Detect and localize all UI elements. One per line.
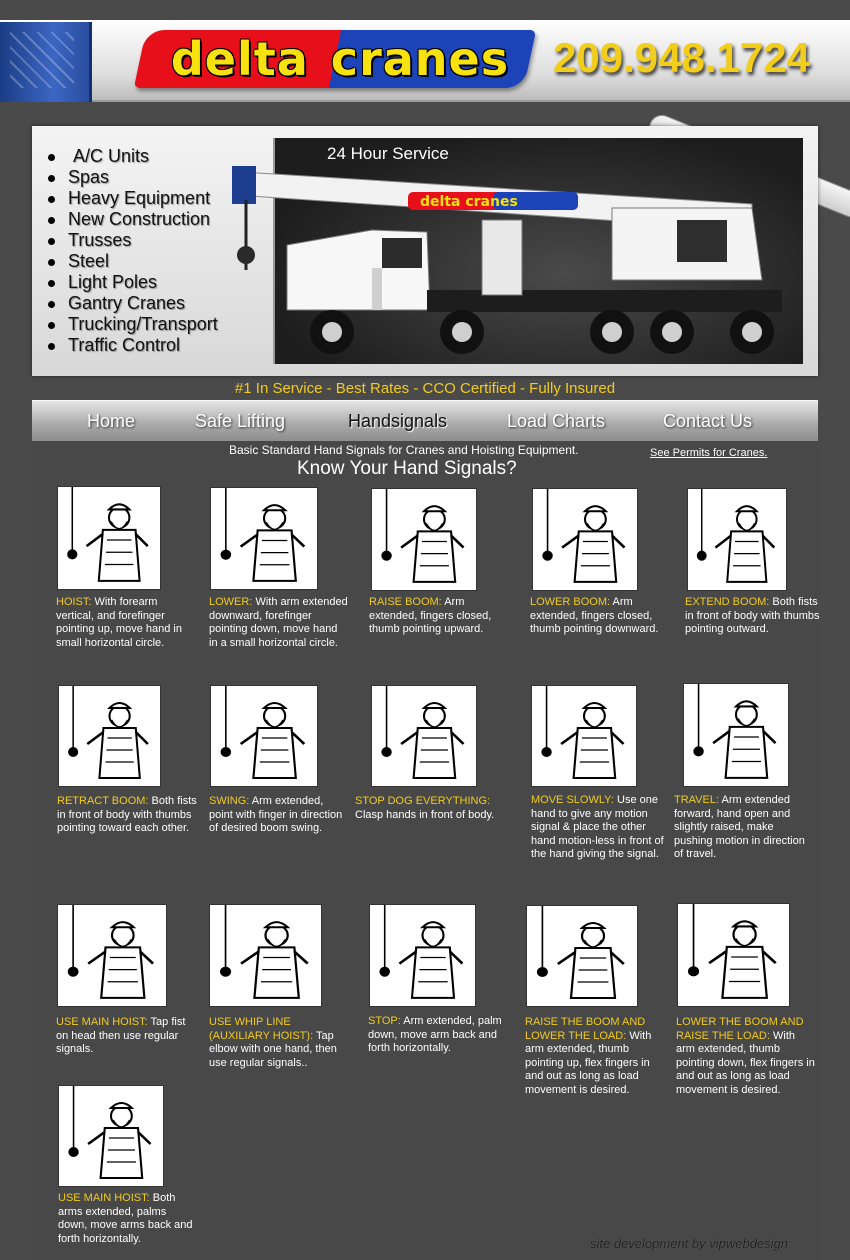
nav-item-handsignals[interactable]: Handsignals	[348, 411, 448, 431]
hand-signal-description	[209, 795, 349, 836]
hand-signal-text: Both arms extended, palms down, move arms back and forth horizontally.	[58, 1192, 193, 1245]
logo-text-cranes: cranes	[330, 32, 510, 86]
hand-signal-description	[674, 794, 814, 862]
hand-signal-description	[369, 596, 509, 637]
hand-signal-text: With arm extended, thumb pointing up, flex fingers in and out as long as load movement is desired.	[525, 1029, 652, 1096]
service-item: Traffic Control	[48, 335, 268, 356]
hand-signal-title: USE MAIN HOIST:	[58, 1192, 150, 1204]
hand-signal-description	[58, 1192, 198, 1246]
nav-item-home[interactable]: Home	[87, 411, 136, 431]
permits-link[interactable]: See Permits for Cranes.	[650, 447, 768, 459]
hand-signal-text: Tap elbow with one hand, then use regular signals..	[209, 1029, 337, 1069]
hand-signal-title: STOP:	[368, 1015, 401, 1027]
truck-wheels	[310, 310, 774, 354]
hand-signal-illustration	[371, 685, 477, 787]
crane-truck-illustration	[232, 160, 802, 360]
intro-text: Basic Standard Hand Signals for Cranes and Hoisting Equipment.	[229, 443, 579, 457]
hand-signal-illustration	[58, 685, 161, 787]
hand-signal-text: Both fists in front of body with thumbs pointing outward.	[685, 596, 820, 635]
hand-signal-illustration	[58, 1085, 164, 1187]
hand-signal-illustration	[57, 486, 161, 590]
service-item: Trusses	[48, 230, 268, 251]
service-item: Gantry Cranes	[48, 293, 268, 314]
hand-signal-description	[531, 794, 671, 862]
page-heading: Know Your Hand Signals?	[297, 458, 517, 479]
service-item: Trucking/Transport	[48, 314, 268, 335]
hand-signal-illustration	[687, 488, 787, 591]
hand-signal-text: Arm extended, palm down, move arm back and forth horizontally.	[368, 1015, 502, 1054]
hand-signal-illustration	[683, 683, 789, 787]
phone-number: 209.948.1724	[553, 34, 810, 81]
hand-signal-illustration	[531, 685, 637, 787]
hand-signal-description	[525, 1016, 665, 1097]
hand-signal-description	[368, 1015, 508, 1056]
tagline: #1 In Service - Best Rates - CCO Certified - Fully Insured	[234, 380, 616, 397]
hand-signal-text: Arm extended, fingers closed, thumb pointing upward.	[369, 596, 492, 635]
hand-signal-description	[685, 596, 825, 637]
hand-signal-illustration	[210, 685, 318, 787]
hand-signal-title: STOP DOG EVERYTHING:	[355, 795, 491, 807]
truck-logo-text: delta cranes	[420, 194, 518, 210]
service-item: Spas	[48, 167, 268, 188]
hand-signal-description	[530, 596, 670, 637]
nav-item-safe-lifting[interactable]: Safe Lifting	[195, 411, 286, 431]
hand-signal-title: RAISE THE BOOM AND LOWER THE LOAD:	[525, 1016, 646, 1042]
logo[interactable]	[150, 30, 530, 88]
hand-signal-text: With arm extended, thumb pointing down, flex fingers in and out as long as load movement is desired.	[676, 1029, 815, 1096]
hand-signal-text: Use one hand to give any motion signal & place the other hand motion-less in front of the hand giving the signal.	[531, 794, 664, 860]
hand-signal-text: Arm extended, fingers closed, thumb pointing downward.	[530, 596, 659, 635]
hand-signal-text: With arm extended downward, forefinger pointing down, move hand in a small horizontal circle.	[209, 596, 348, 649]
hand-signal-text: Tap fist on head then use regular signals.	[56, 1016, 186, 1055]
hand-signal-illustration	[369, 904, 476, 1007]
logo-text-delta: delta	[170, 32, 309, 86]
hand-signal-text: Arm extended forward, hand open and slightly raised, make pushing motion in direction of travel.	[674, 794, 805, 860]
hand-signal-description	[209, 596, 349, 650]
hand-signal-description	[355, 795, 495, 822]
hand-signal-title: SWING:	[209, 795, 250, 807]
service-item: Steel	[48, 251, 268, 272]
hand-signal-description	[56, 596, 196, 650]
service-item: Light Poles	[48, 272, 268, 293]
hand-signal-illustration	[210, 487, 318, 590]
nav-item-contact-us[interactable]: Contact Us	[663, 411, 753, 431]
boom-tip	[232, 166, 256, 204]
service-item: Heavy Equipment	[48, 188, 268, 209]
hand-signal-text: Both fists in front of body with thumbs pointing toward each other.	[57, 795, 197, 834]
hand-signal-illustration	[526, 905, 638, 1007]
service-item: A/C Units	[48, 146, 268, 167]
hand-signal-title: MOVE SLOWLY:	[531, 794, 614, 806]
main-nav	[32, 400, 818, 441]
hand-signal-illustration	[57, 904, 167, 1007]
hand-signal-description	[209, 1016, 349, 1070]
hand-signal-title: USE MAIN HOIST:	[56, 1016, 148, 1028]
hand-signal-title: LOWER BOOM:	[530, 596, 611, 608]
service-item: New Construction	[48, 209, 268, 230]
hand-signal-title: RAISE BOOM:	[369, 596, 442, 608]
hand-signal-title: EXTEND BOOM:	[685, 596, 770, 608]
hand-signal-title: USE WHIP LINE (AUXILIARY HOIST):	[209, 1016, 314, 1042]
photo-caption: 24 Hour Service	[327, 144, 449, 163]
hand-signal-text: With forearm vertical, and forefinger pointing up, move hand in small horizontal circle.	[56, 596, 182, 649]
hand-signal-illustration	[209, 904, 322, 1007]
hand-signal-description	[57, 795, 197, 836]
hand-signal-text: Arm extended, point with finger in direction of desired boom swing.	[209, 795, 343, 834]
hand-signal-title: LOWER:	[209, 596, 253, 608]
hand-signal-description	[676, 1016, 816, 1097]
hand-signal-title: RETRACT BOOM:	[57, 795, 149, 807]
hand-signal-illustration	[532, 488, 638, 591]
hand-signal-description	[56, 1016, 196, 1057]
hand-signal-text: Clasp hands in front of body.	[355, 808, 495, 821]
hand-signal-illustration	[677, 903, 790, 1007]
hand-signal-illustration	[371, 488, 477, 591]
hand-signal-title: LOWER THE BOOM AND RAISE THE LOAD:	[676, 1016, 804, 1042]
hand-signal-title: TRAVEL:	[674, 794, 720, 806]
nav-item-load-charts[interactable]: Load Charts	[507, 411, 606, 431]
footer-credit[interactable]: site development by vipwebdesign	[590, 1236, 789, 1251]
crane-boom-lattice	[0, 22, 92, 102]
hand-signal-title: HOIST:	[56, 596, 92, 608]
